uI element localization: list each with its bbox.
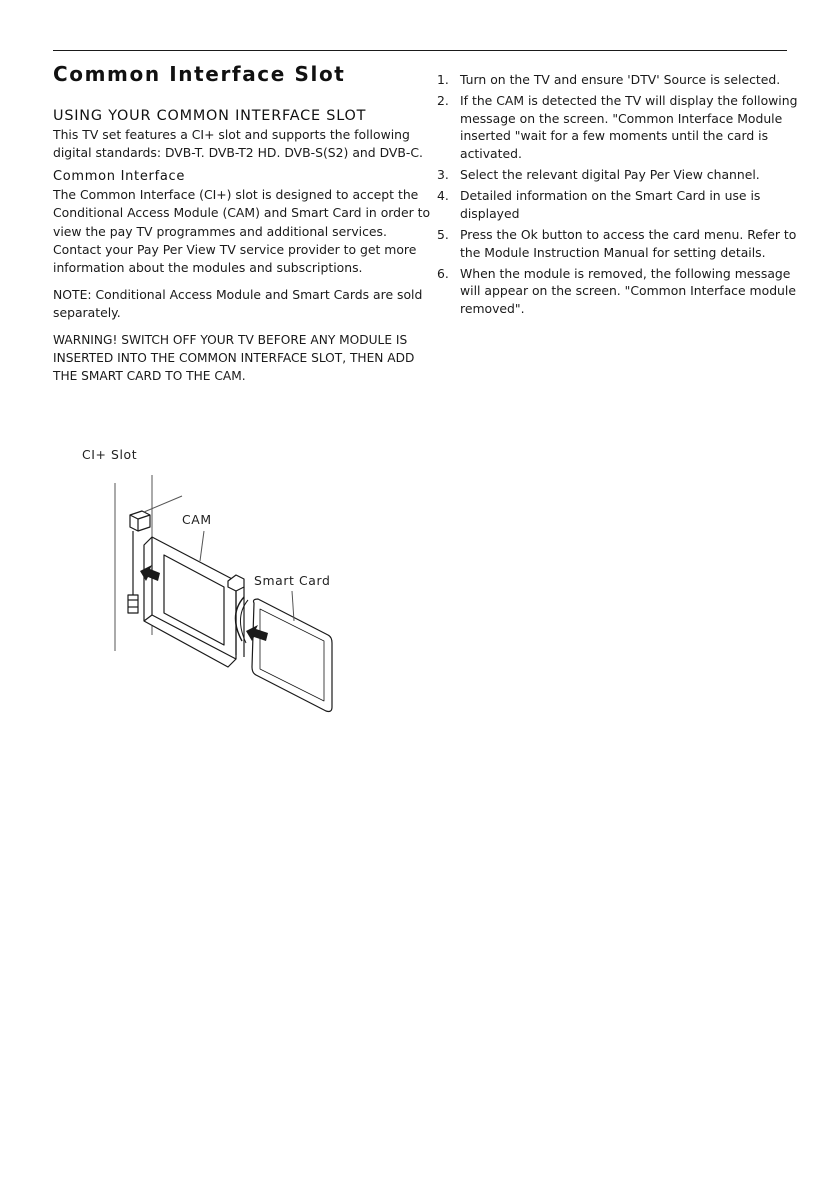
- list-item: [437, 265, 801, 317]
- list-item: [437, 226, 801, 261]
- intro-paragraph: This TV set features a CI+ slot and supports the following digital standards: DVB-T. DVB-T2 HD. DVB-S(S2) and DVB-C.: [53, 127, 423, 161]
- cam-label: CAM: [182, 512, 212, 527]
- step-number: 5.: [437, 227, 449, 243]
- section-heading: USING YOUR COMMON INTERFACE SLOT: [53, 108, 367, 124]
- step-text: Turn on the TV and ensure 'DTV' Source is selected.: [460, 72, 781, 87]
- step-number: 4.: [437, 188, 449, 204]
- list-item: [437, 92, 801, 162]
- step-text: Press the Ok button to access the card menu. Refer to the Module Instruction Manual for setting details.: [460, 227, 797, 260]
- common-interface-subheading: Common Interface: [53, 168, 186, 184]
- note-paragraph: NOTE: Conditional Access Module and Smart Cards are sold separately.: [53, 286, 423, 321]
- cam-insertion-figure: [78, 445, 348, 715]
- step-text: Detailed information on the Smart Card in use is displayed: [460, 188, 761, 221]
- step-text: If the CAM is detected the TV will display the following message on the screen. "Common Interface Module inserted "wait for a few moments until the card is activated.: [460, 93, 798, 161]
- step-text: Select the relevant digital Pay Per View channel.: [460, 167, 760, 183]
- step-number: 3.: [437, 167, 449, 183]
- ci-slot-label: CI+ Slot: [82, 447, 138, 462]
- page-title: Common Interface Slot: [53, 62, 346, 86]
- step-text: When the module is removed, the following message will appear on the screen. "Common Interface module removed".: [460, 266, 796, 316]
- description-paragraph: The Common Interface (CI+) slot is designed to accept the Conditional Access Module (CAM) and Smart Card in order to view the pay TV programmes and additional services. Contact your Pay Per View TV service provider to get more information about the modules and subscriptions.: [53, 186, 431, 276]
- left-column: [53, 62, 438, 386]
- top-rule: [53, 50, 787, 51]
- list-item: [437, 187, 801, 222]
- step-number: 1.: [437, 72, 449, 87]
- list-item: [437, 71, 801, 88]
- step-number: 2.: [437, 93, 449, 109]
- list-item: [437, 166, 801, 183]
- steps-list: [437, 71, 801, 317]
- right-column: [437, 71, 801, 321]
- step-number: 6.: [437, 266, 449, 282]
- smart-card-label: Smart Card: [254, 573, 331, 588]
- warning-paragraph: WARNING! SWITCH OFF YOUR TV BEFORE ANY MODULE IS INSERTED INTO THE COMMON INTERFACE SLOT, THEN ADD THE SMART CARD TO THE CAM.: [53, 332, 415, 384]
